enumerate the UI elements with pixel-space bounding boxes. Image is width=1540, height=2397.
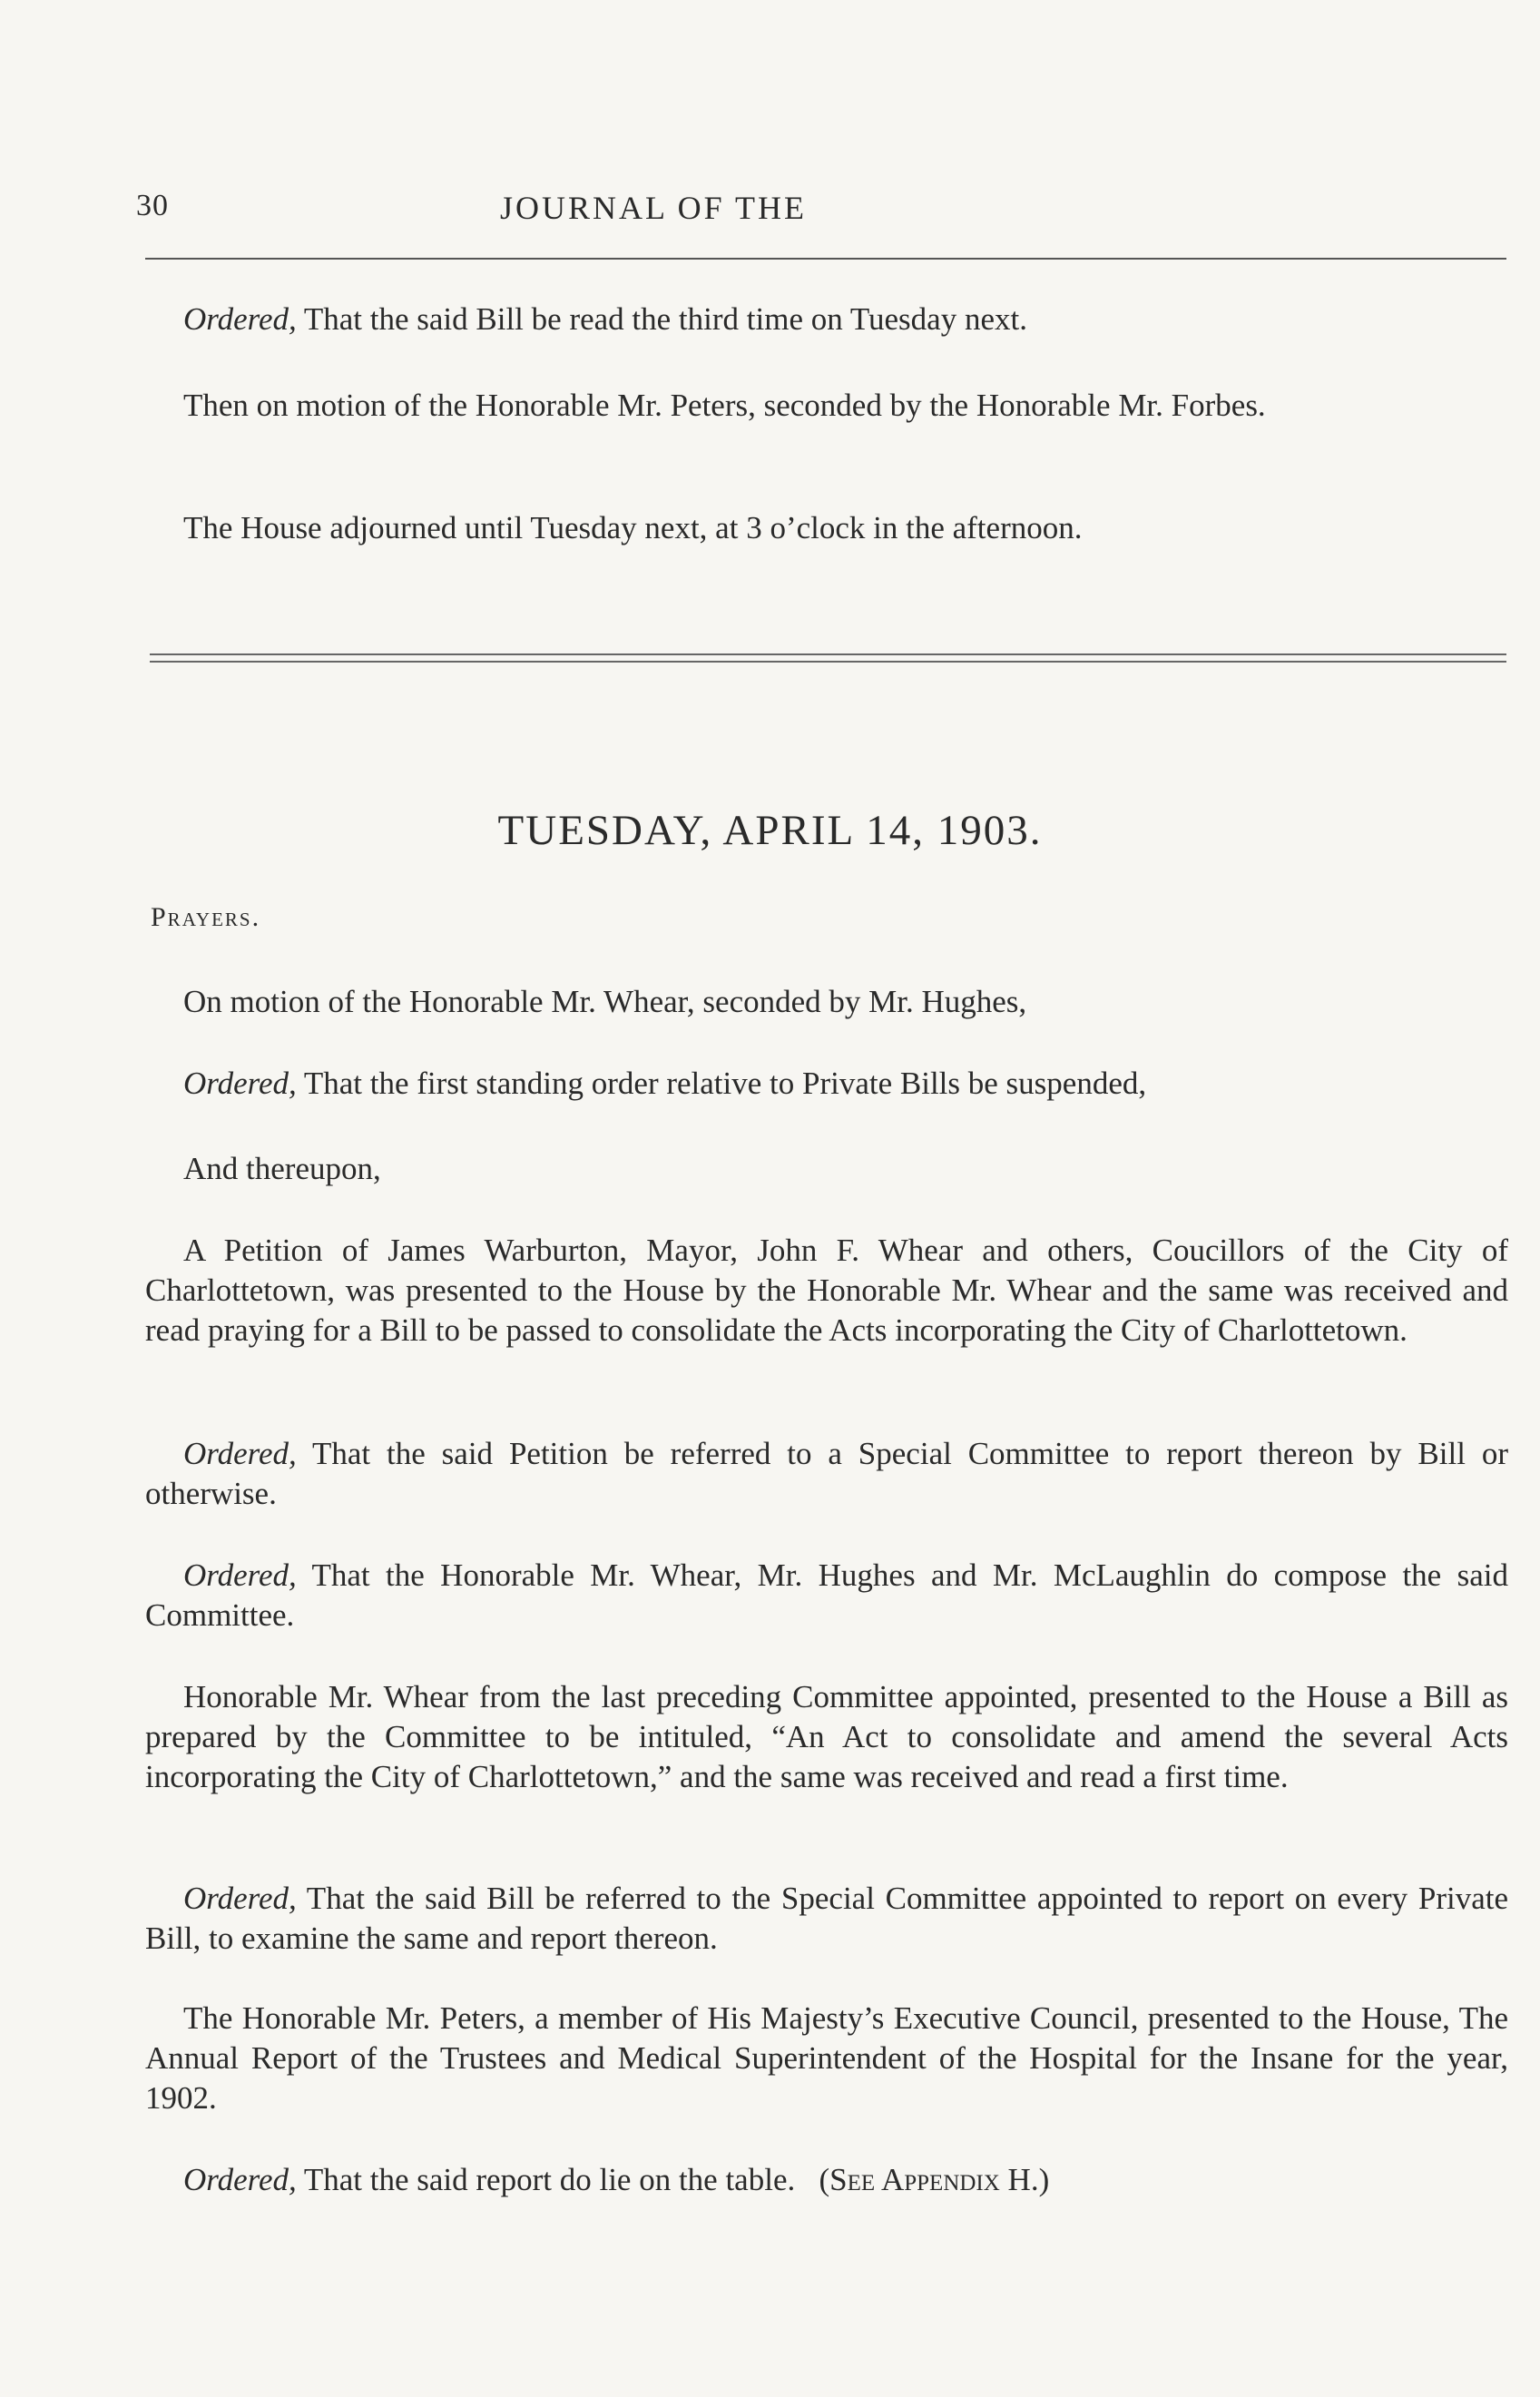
ordered-label: Ordered, bbox=[183, 301, 297, 337]
annual-report-paragraph: The Honorable Mr. Peters, a member of His Majesty’s Executive Council, presented to the House, The Annual Report of the Trustees and Medical Superintendent of the Hospital for the Insane for the year, 1902. bbox=[145, 2000, 1508, 2116]
ordered-third-reading bbox=[145, 300, 1508, 339]
page-number: 30 bbox=[136, 189, 169, 222]
ordered-standing-order bbox=[145, 1064, 1508, 1104]
prayers-label: Prayers. bbox=[151, 902, 261, 932]
ordered-label: Ordered, bbox=[183, 1066, 297, 1101]
header-rule bbox=[145, 258, 1506, 260]
date-heading: TUESDAY, APRIL 14, 1903. bbox=[497, 807, 1043, 854]
bill-presented-paragraph: Honorable Mr. Whear from the last preceding Committee appointed, presented to the House a Bill as prepared by the Committee to be intituled, “An Act to consolidate and amend the several Acts incorporating the City of Charlottetown,” and the same was received and read a first time. bbox=[145, 1679, 1508, 1794]
ordered-label: Ordered, bbox=[183, 1881, 297, 1916]
ordered-text: That the first standing order relative to Private Bills be suspended, bbox=[296, 1066, 1147, 1101]
ordered-committee-compose bbox=[145, 1556, 1508, 1636]
running-title: JOURNAL OF THE bbox=[499, 190, 807, 226]
petition-paragraph: A Petition of James Warburton, Mayor, John F. Whear and others, Coucillors of the City of Charlottetown, was presented to the House by the Honorable Mr. Whear and the same was received and read praying for a Bill to be passed to consolidate the Acts incorporating the City of Charlottetown. bbox=[145, 1233, 1508, 1348]
ordered-label: Ordered, bbox=[183, 1436, 297, 1471]
adjourn-paragraph: The House adjourned until Tuesday next, at 3 o’clock in the afternoon. bbox=[183, 510, 1083, 545]
ordered-text: That the said Petition be referred to a Special Committee to report thereon by Bill or otherwise. bbox=[145, 1436, 1508, 1511]
ordered-text: That the Honorable Mr. Whear, Mr. Hughes and Mr. McLaughlin do compose the said Committee. bbox=[145, 1557, 1508, 1633]
ordered-text: That the said Bill be read the third time on Tuesday next. bbox=[296, 301, 1027, 337]
ordered-bill-referred bbox=[145, 1879, 1508, 1959]
appendix-reference: (See Appendix H.) bbox=[819, 2162, 1050, 2197]
ordered-petition-referred bbox=[145, 1434, 1508, 1514]
ordered-text: That the said report do lie on the table. bbox=[296, 2162, 796, 2197]
motion-paragraph: Then on motion of the Honorable Mr. Peters, seconded by the Honorable Mr. Forbes. bbox=[183, 388, 1266, 423]
section-divider bbox=[150, 653, 1506, 663]
ordered-report-table bbox=[145, 2160, 1508, 2200]
ordered-label: Ordered, bbox=[183, 2162, 297, 2197]
ordered-text: That the said Bill be referred to the Special Committee appointed to report on every Private Bill, to examine the same and report thereon. bbox=[145, 1881, 1508, 1956]
motion-whear-paragraph: On motion of the Honorable Mr. Whear, seconded by Mr. Hughes, bbox=[183, 984, 1027, 1019]
thereupon-paragraph: And thereupon, bbox=[183, 1151, 381, 1186]
ordered-label: Ordered, bbox=[183, 1557, 297, 1593]
